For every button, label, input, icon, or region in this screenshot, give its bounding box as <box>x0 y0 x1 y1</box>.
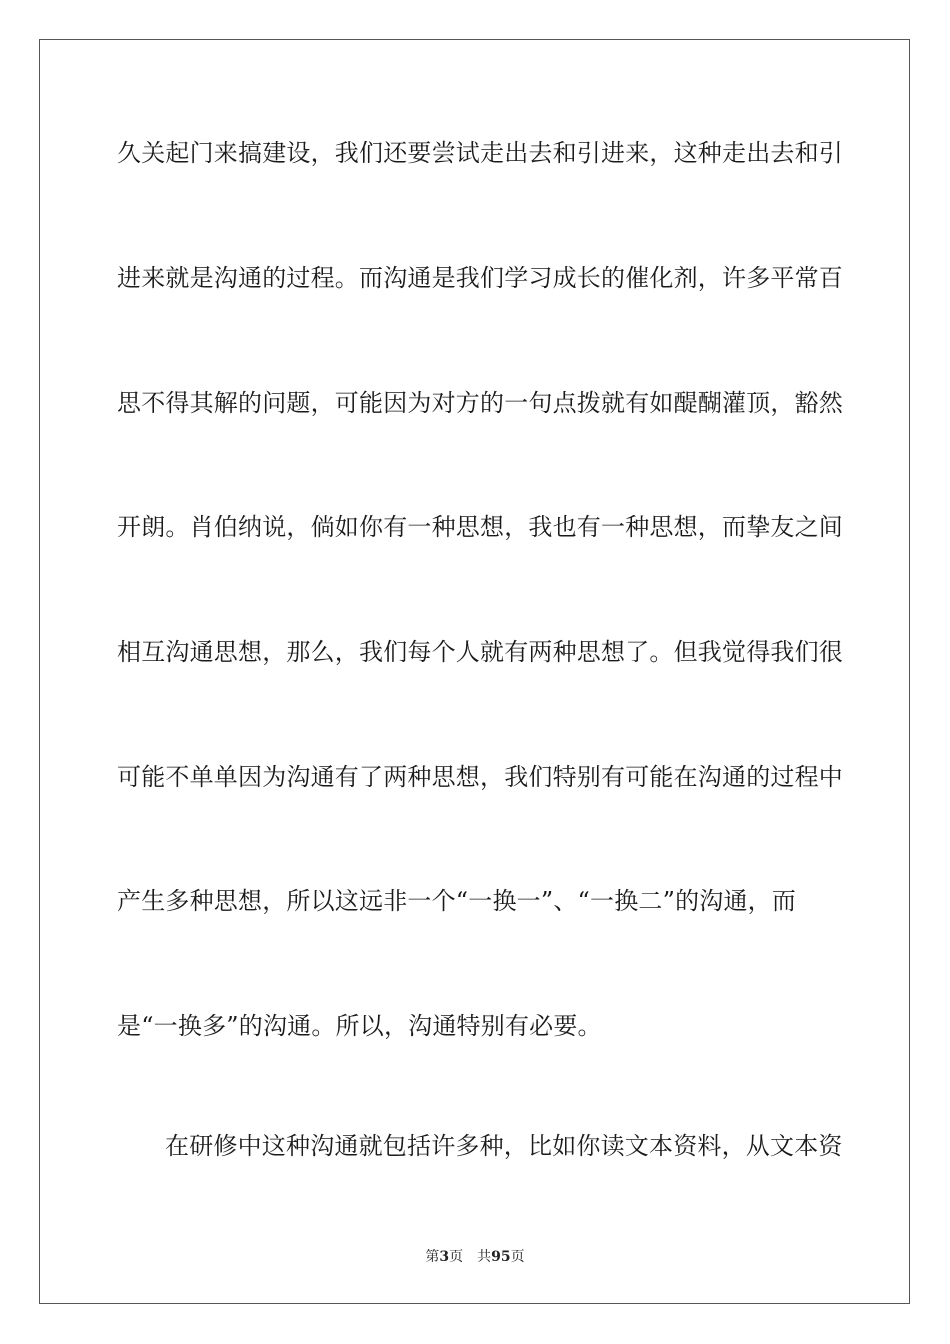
text-line-4: 开朗。肖伯纳说，倘如你有一种思想，我也有一种思想，而挚友之间 <box>117 513 843 541</box>
text-line-7: 产生多种思想，所以这远非一个“一换一”、“一换二”的沟通，而 <box>117 887 797 915</box>
page-border <box>39 39 910 1304</box>
text-line-1: 久关起门来搞建设，我们还要尝试走出去和引进来，这种走出去和引 <box>117 139 843 167</box>
page-prefix: 第 <box>425 1249 440 1265</box>
text-line-9-paragraph-start: 在研修中这种沟通就包括许多种，比如你读文本资料，从文本资 <box>165 1132 843 1160</box>
total-suffix: 页 <box>510 1249 525 1265</box>
current-page-number: 3 <box>439 1249 450 1265</box>
text-line-2: 进来就是沟通的过程。而沟通是我们学习成长的催化剂，许多平常百 <box>117 264 843 292</box>
total-prefix: 共 <box>477 1249 492 1265</box>
page-suffix: 页 <box>449 1249 464 1265</box>
text-line-3: 思不得其解的问题，可能因为对方的一句点拨就有如醍醐灌顶，豁然 <box>117 389 843 417</box>
text-line-6: 可能不单单因为沟通有了两种思想，我们特别有可能在沟通的过程中 <box>117 763 843 791</box>
page-footer <box>0 1248 950 1266</box>
text-line-8: 是“一换多”的沟通。所以，沟通特别有必要。 <box>117 1012 602 1040</box>
total-pages-number: 95 <box>491 1249 511 1265</box>
text-line-5: 相互沟通思想，那么，我们每个人就有两种思想了。但我觉得我们很 <box>117 638 843 666</box>
